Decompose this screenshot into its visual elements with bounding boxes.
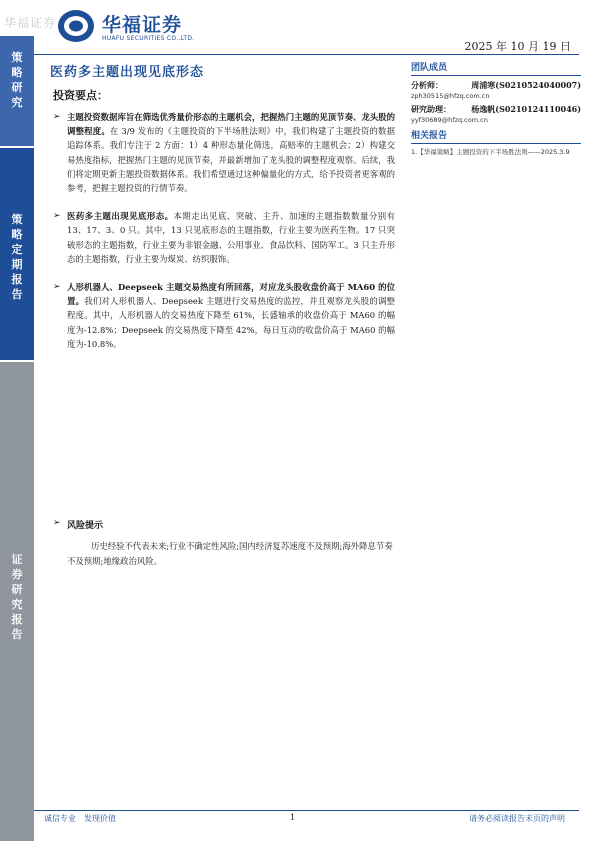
- key-point-lead: 人形机器人、Deepseek 主题交易热度有所回落，对应龙头股收盘价高于 MA60 的位置。: [67, 282, 395, 307]
- footer-slogan: 诚信专业 发现价值: [44, 814, 116, 823]
- report-date: 2025 年 10 月 19 日: [464, 40, 571, 53]
- member-email[interactable]: zph30515@hfzq.com.cn: [411, 92, 490, 100]
- sidebar-label-1: 策 略 研 究: [11, 51, 23, 109]
- risk-heading-text: 风险提示: [67, 521, 104, 531]
- member-role: 研究助理：: [411, 104, 451, 114]
- related-reports-heading: 相关报告: [411, 128, 581, 144]
- team-heading: 团队成员: [411, 60, 581, 76]
- header-divider: [34, 54, 579, 55]
- key-point-body: 我们对人形机器人、Deepseek 主题进行交易热度的监控，并且观察龙头股的调整程度。其中，人形机器人的交易热度下降至 61%，长盛轴承的收盘价高于 MA60 的幅度为-12.8%；Deepseek 的交易热度下降至 42%，每日互动的收盘价高于 MA60 的幅度为-10.8%。: [67, 296, 395, 349]
- key-point: [53, 209, 395, 266]
- watermark: 华福证券: [4, 16, 57, 30]
- report-title: 医药多主题出现见底形态: [50, 65, 205, 80]
- right-column: [411, 60, 581, 157]
- footer-divider: [34, 810, 579, 811]
- sidebar: [0, 0, 34, 841]
- risk-body: 历史经验不代表未来;行业不确定性风险;国内经济复苏速度不及预期;海外降息节奏不及预期;地缘政治风险。: [67, 541, 393, 566]
- brand-name-cn: 华福证券: [102, 14, 183, 36]
- key-point-lead: 医药多主题出现见底形态。: [67, 211, 174, 222]
- sidebar-label-2: 策 略 定 期 报 告: [11, 213, 23, 301]
- risk-section: [53, 518, 395, 569]
- risk-heading: [53, 518, 395, 531]
- member-name: 周浦寒(S0210524040007): [471, 80, 581, 90]
- team-member: [411, 104, 581, 115]
- brand-logo: [56, 8, 206, 48]
- member-role: 分析师：: [411, 80, 443, 90]
- member-name: 杨逸帆(S0210124110046): [471, 104, 581, 114]
- key-point-body: 在 3/9 发布的《主题投资的下半场胜法则》中，我们构建了主题投资的数据追踪体系。我们专注于 2 方面：1）4 种形态量化筛选，高赔率的主题机会；2）构建交易热度指标，把握热门主题的见顶节奏，并最新增加了龙头股的调整程度观察。后续，我们将定期更新主题投资数据体系。我们希望通过这种偏量化的方式，给予投资者更客观的参考，把握主题投资的行情节奏。: [67, 126, 395, 194]
- key-points-heading: 投资要点：: [53, 89, 108, 102]
- key-point-lead: 主题投资数据库旨在筛选优秀量价形态的主题机会，把握热门主题的见顶节奏、龙头股的调整程度。: [67, 112, 395, 137]
- bullet-arrow-icon: ➢: [53, 112, 61, 122]
- key-point: [53, 280, 395, 351]
- brand-name-en: HUAFU SECURITIES CO.,LTD.: [102, 35, 195, 42]
- page-number: 1: [290, 813, 296, 822]
- bullet-arrow-icon: ➢: [53, 518, 61, 528]
- related-report-link[interactable]: 1.【华福策略】主题投资的下半场胜法则——2025.3.9: [411, 148, 570, 156]
- bullet-arrow-icon: ➢: [53, 282, 61, 293]
- footer-disclaimer: 请务必阅读报告末页的声明: [469, 814, 565, 823]
- team-member: [411, 80, 581, 91]
- sidebar-label-3: 证 券 研 究 报 告: [11, 553, 23, 641]
- key-point-body: 本期走出见底、突破、主升、加速的主题指数数量分别有 13、17、3、0 只。其中，13 只见底形态的主题指数，行业主要为医药生物。17 只突破形态的主题指数，行业主要为非银金融、公用事业、食品饮料、国防军工。3 只主升形态的主题指数，行业主要为煤炭、纺织服饰。: [67, 211, 396, 264]
- key-points-list: [53, 110, 395, 365]
- bullet-arrow-icon: ➢: [53, 211, 61, 222]
- logo-mark-icon: [56, 8, 96, 44]
- key-point: [53, 110, 395, 195]
- member-email[interactable]: yyf30689@hfzq.com.cn: [411, 116, 488, 124]
